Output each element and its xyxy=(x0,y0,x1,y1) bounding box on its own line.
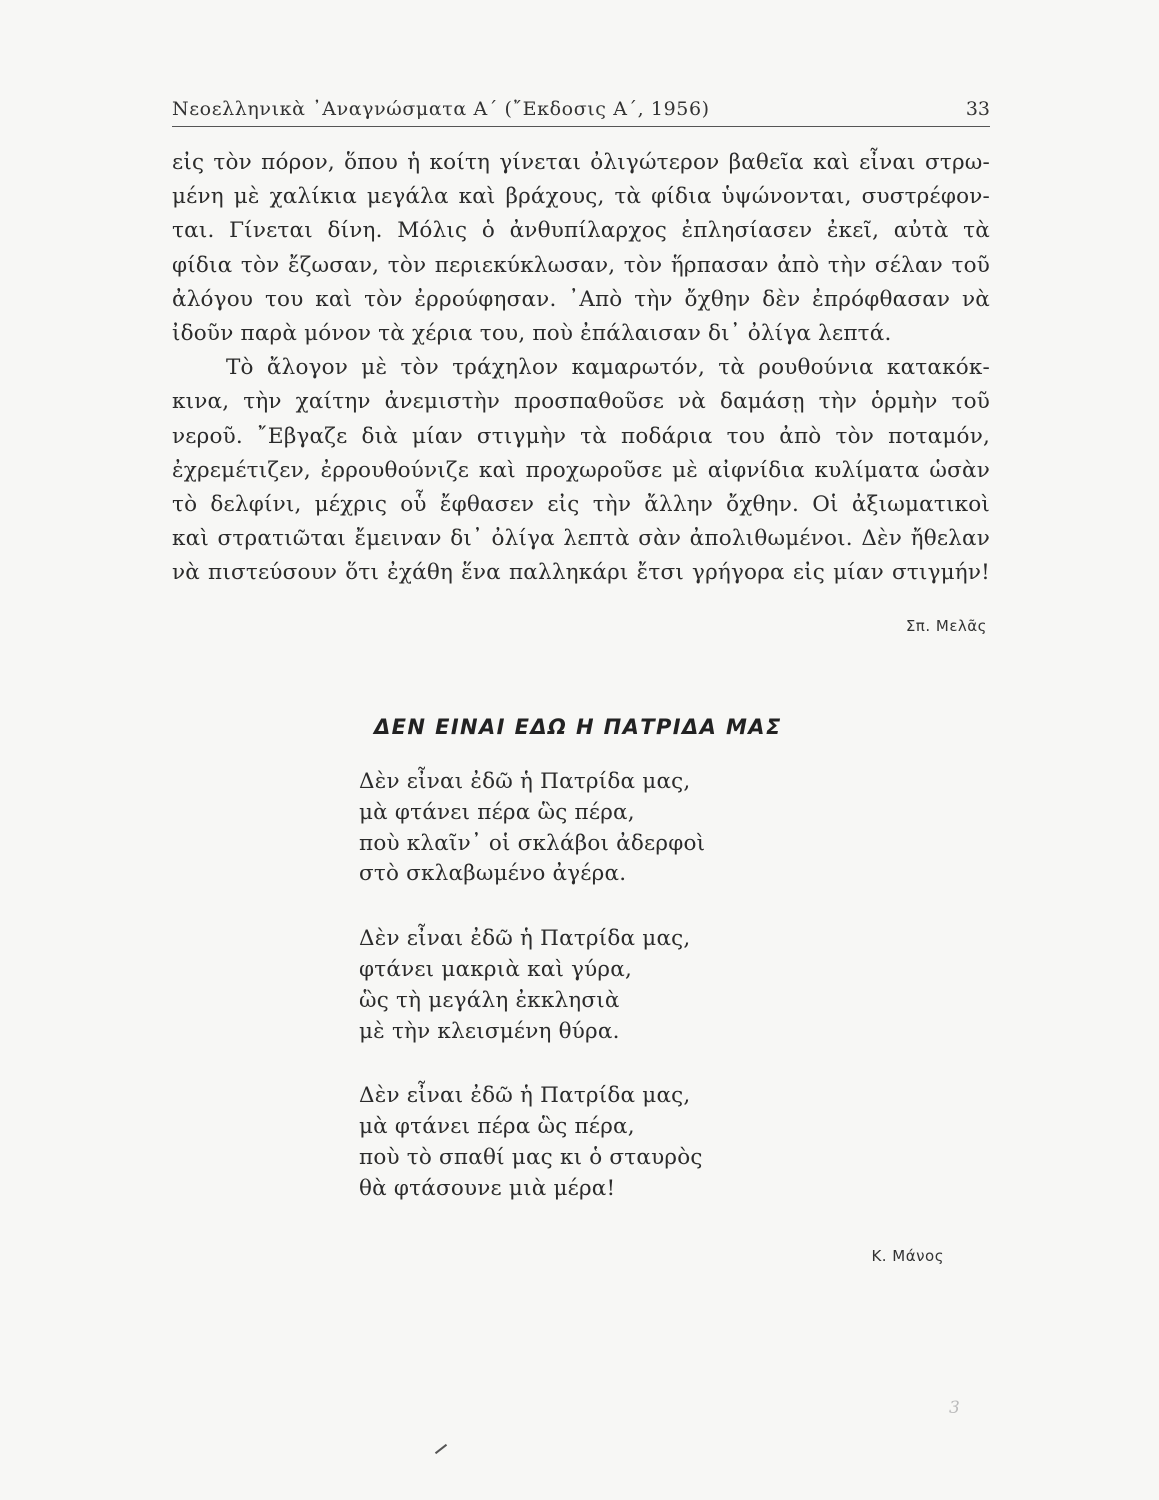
stray-pen-mark xyxy=(435,1444,447,1454)
prose-line: φίδια τὸν ἔζωσαν, τὸν περιεκύκλωσαν, τὸν ἥρπασαν ἀπὸ τὴν σέλαν τοῦ xyxy=(172,252,990,278)
poem-stanza xyxy=(359,924,819,1047)
poem-verse: Δὲν εἶναι ἐδῶ ἡ Πατρίδα μας, xyxy=(359,1083,691,1109)
prose-line: ἀλόγου του καὶ τὸν ἐρρούφησαν. ᾿Απὸ τὴν ὄχθην δὲν ἐπρόφθασαν νὰ xyxy=(172,286,990,312)
poem-title: ΔΕΝ ΕΙΝΑΙ ΕΔΩ Η ΠΑΤΡΙΔΑ ΜΑΣ xyxy=(374,715,782,739)
poem-verse: μὰ φτάνει πέρα ὣς πέρα, xyxy=(359,1114,635,1140)
poem-author-signature: Κ. Μάνος xyxy=(871,1247,944,1265)
prose-line: μένη μὲ χαλίκια μεγάλα καὶ βράχους, τὰ φίδια ὑψώνονται, συστρέφον- xyxy=(172,184,990,210)
poem-verse: μὰ φτάνει πέρα ὣς πέρα, xyxy=(359,799,635,825)
poem-verse: μὲ τὴν κλεισμένη θύρα. xyxy=(359,1018,620,1044)
prose-line: τὸ δελφίνι, μέχρις οὗ ἔφθασεν εἰς τὴν ἄλλην ὄχθην. Οἱ ἀξιωματικοὶ xyxy=(172,491,990,517)
prose-line: εἰς τὸν πόρον, ὅπου ἡ κοίτη γίνεται ὀλιγώτερον βαθεῖα καὶ εἶναι στρω- xyxy=(172,150,990,175)
poem-verse: ποὺ κλαῖν᾿ οἱ σκλάβοι ἀδερφοὶ xyxy=(359,830,706,856)
prose-author-signature: Σπ. Μελᾶς xyxy=(905,617,987,635)
poem-verse: στὸ σκλαβωμένο ἀγέρα. xyxy=(359,861,627,887)
prose-line: ται. Γίνεται δίνη. Μόλις ὁ ἀνθυπίλαρχος ἐπλησίασεν ἐκεῖ, αὐτὰ τὰ xyxy=(172,218,990,244)
book-title: Νεοελληνικὰ ᾿Αναγνώσματα Α΄ (῎Εκδοσις Α΄, 1956) xyxy=(172,98,710,120)
prose-line: νεροῦ. ῎Εβγαζε διὰ μίαν στιγμὴν τὰ ποδάρια του ἀπὸ τὸν ποταμόν, xyxy=(172,423,990,449)
poem-verse: θὰ φτάσουνε μιὰ μέρα! xyxy=(359,1175,616,1201)
running-header xyxy=(172,96,990,127)
prose-line: νὰ πιστεύσουν ὅτι ἐχάθη ἕνα παλληκάρι ἔτσι γρήγορα εἰς μίαν στιγμήν! xyxy=(172,560,990,586)
prose-line: καὶ στρατιῶται ἔμειναν δι᾿ ὀλίγα λεπτὰ σὰν ἀπολιθωμένοι. Δὲν ἤθελαν xyxy=(172,526,990,552)
page-number: 33 xyxy=(965,98,990,120)
poem-verse: Δὲν εἶναι ἐδῶ ἡ Πατρίδα μας, xyxy=(359,769,691,794)
poem-verse: ποὺ τὸ σπαθί μας κι ὁ σταυρὸς xyxy=(359,1144,703,1170)
prose-passage xyxy=(172,146,990,590)
poem-body xyxy=(359,767,819,1239)
margin-pencil-note: 3 xyxy=(949,1398,960,1418)
poem-stanza xyxy=(359,1081,819,1204)
prose-line: ἐχρεμέτιζεν, ἐρρουθούνιζε καὶ προχωροῦσε μὲ αἰφνίδια κυλίματα ὡσὰν xyxy=(172,457,990,483)
prose-line: Τὸ ἄλογον μὲ τὸν τράχηλον καμαρωτόν, τὰ ρουθούνια κατακόκ- xyxy=(226,355,990,381)
prose-line: ἰδοῦν παρὰ μόνον τὰ χέρια του, ποὺ ἐπάλαισαν δι᾿ ὀλίγα λεπτά. xyxy=(172,320,892,346)
poem-stanza xyxy=(359,767,819,890)
poem-verse: φτάνει μακριὰ καὶ γύρα, xyxy=(359,956,633,982)
poem-verse: ὣς τὴ μεγάλη ἐκκλησιὰ xyxy=(359,987,620,1013)
poem-verse: Δὲν εἶναι ἐδῶ ἡ Πατρίδα μας, xyxy=(359,926,691,952)
prose-line: κινα, τὴν χαίτην ἀνεμιστὴν προσπαθοῦσε νὰ δαμάσῃ τὴν ὁρμὴν τοῦ xyxy=(172,389,990,415)
